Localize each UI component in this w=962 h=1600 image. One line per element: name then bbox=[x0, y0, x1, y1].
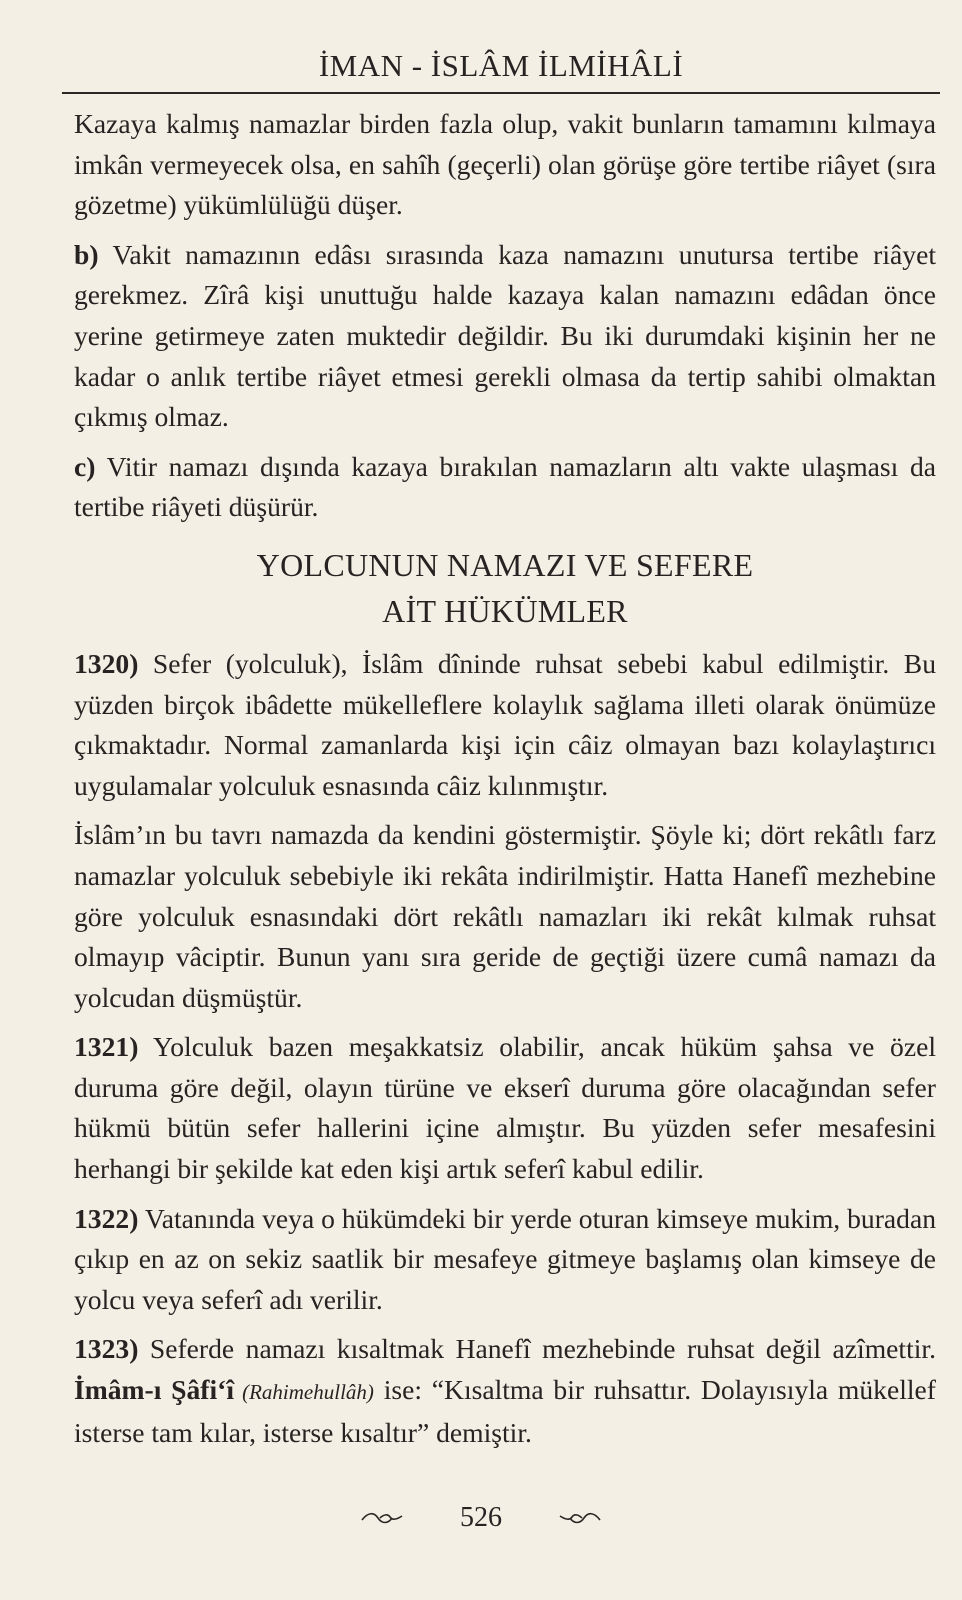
article-1322 bbox=[74, 1199, 936, 1321]
page-header-title: İMAN - İSLÂM İLMİHÂLİ bbox=[318, 48, 684, 83]
ornament-swirl-right-icon bbox=[556, 1508, 604, 1528]
article-text: ise: “Kısaltma bir ruhsattır. Dolayısıyla mükellef isterse tam kılar, isterse kısaltır” demiştir. bbox=[74, 1374, 936, 1448]
section-heading-line-2: AİT HÜKÜMLER bbox=[382, 592, 628, 629]
article-1321 bbox=[74, 1027, 936, 1189]
article-1323 bbox=[74, 1329, 936, 1453]
article-text: Seferde namazı kısaltmak Hanefî mezhebinde ruhsat değil azîmettir. bbox=[138, 1333, 936, 1365]
article-text: Vatanında veya o hükümdeki bir yerde oturan kimseye mukim, buradan çıkıp en az on sekiz saatlik bir mesafeye gitmeye başlamış olan kimseye de yolcu veya seferî adı verilir. bbox=[74, 1202, 936, 1315]
paragraph-text: Kazaya kalmış namazlar birden fazla olup, vakit bunların tamamını kılmaya imkân vermeyecek olsa, en sahîh (geçerli) olan görüşe göre tertibe riâyet (sıra gözetme) yükümlülüğü düşer. bbox=[74, 108, 936, 221]
paragraph-b bbox=[74, 235, 936, 438]
honorific: (Rahimehullâh) bbox=[233, 1380, 374, 1405]
scholar-name: İmâm-ı Şâfi‘î bbox=[74, 1374, 234, 1406]
item-label-c: c) bbox=[74, 450, 96, 482]
article-text: Sefer (yolculuk), İslâm dîninde ruhsat sebebi kabul edilmiştir. Bu yüzden birçok ibâdette mükelleflere kolaylık sağlama illeti olarak önümüze çıkmaktadır. Normal zamanlarda kişi için câiz olmayan bazı kolaylaştırıcı uygulamalar yolculuk esnasında câiz kılınmıştır. bbox=[74, 647, 936, 801]
ornament-swirl-left-icon bbox=[358, 1508, 406, 1528]
article-1320-continued bbox=[74, 815, 936, 1018]
section-heading bbox=[74, 542, 936, 634]
paragraph-text: Vitir namazı dışında kazaya bırakılan namazların altı vakte ulaşması da tertibe riâyeti düşürür. bbox=[74, 450, 936, 523]
paragraph-intro bbox=[74, 104, 936, 226]
running-header bbox=[62, 44, 940, 94]
article-text: Yolculuk bazen meşakkatsiz olabilir, ancak hüküm şahsa ve özel duruma göre değil, olayın türüne ve ekserî duruma göre olacağından sefer hükmü bütün sefer hallerini içine almıştır. Bu yüzden sefer mesafesini herhangi bir şekilde kat eden kişi artık seferî kabul edilir. bbox=[74, 1031, 936, 1185]
article-number: 1322) bbox=[74, 1202, 139, 1234]
page-body bbox=[74, 104, 936, 1462]
paragraph-c bbox=[74, 447, 936, 528]
page-footer bbox=[0, 1502, 962, 1542]
article-1320 bbox=[74, 644, 936, 806]
article-number: 1321) bbox=[74, 1031, 139, 1063]
item-label-b: b) bbox=[74, 238, 99, 270]
article-text: İslâm’ın bu tavrı namazda da kendini göstermiştir. Şöyle ki; dört rekâtlı farz namazlar yolculuk sebebiyle iki rekâta indirilmiştir. Hatta Hanefî mezhebine göre yolculuk esnasındaki dört rekâtlı namazları iki rekât kılmak ruhsat olmayıp vâciptir. Bunun yanı sıra geride de geçtiği üzere cumâ namazı da yolcudan düşmüştür. bbox=[74, 819, 936, 1013]
page-number: 526 bbox=[460, 1502, 502, 1533]
paragraph-text: Vakit namazının edâsı sırasında kaza namazını unutursa tertibe riâyet gerekmez. Zîrâ kişi unuttuğu halde kazaya kalan namazını edâdan önce yerine getirmeye zaten muktedir değildir. Bu iki durumdaki kişinin her ne kadar o anlık tertibe riâyet etmesi gerekli olmasa da tertip sahibi olmaktan çıkmış olmaz. bbox=[74, 238, 936, 433]
article-number: 1323) bbox=[74, 1333, 139, 1365]
article-number: 1320) bbox=[74, 647, 139, 679]
section-heading-line-1: YOLCUNUN NAMAZI VE SEFERE bbox=[256, 546, 754, 583]
